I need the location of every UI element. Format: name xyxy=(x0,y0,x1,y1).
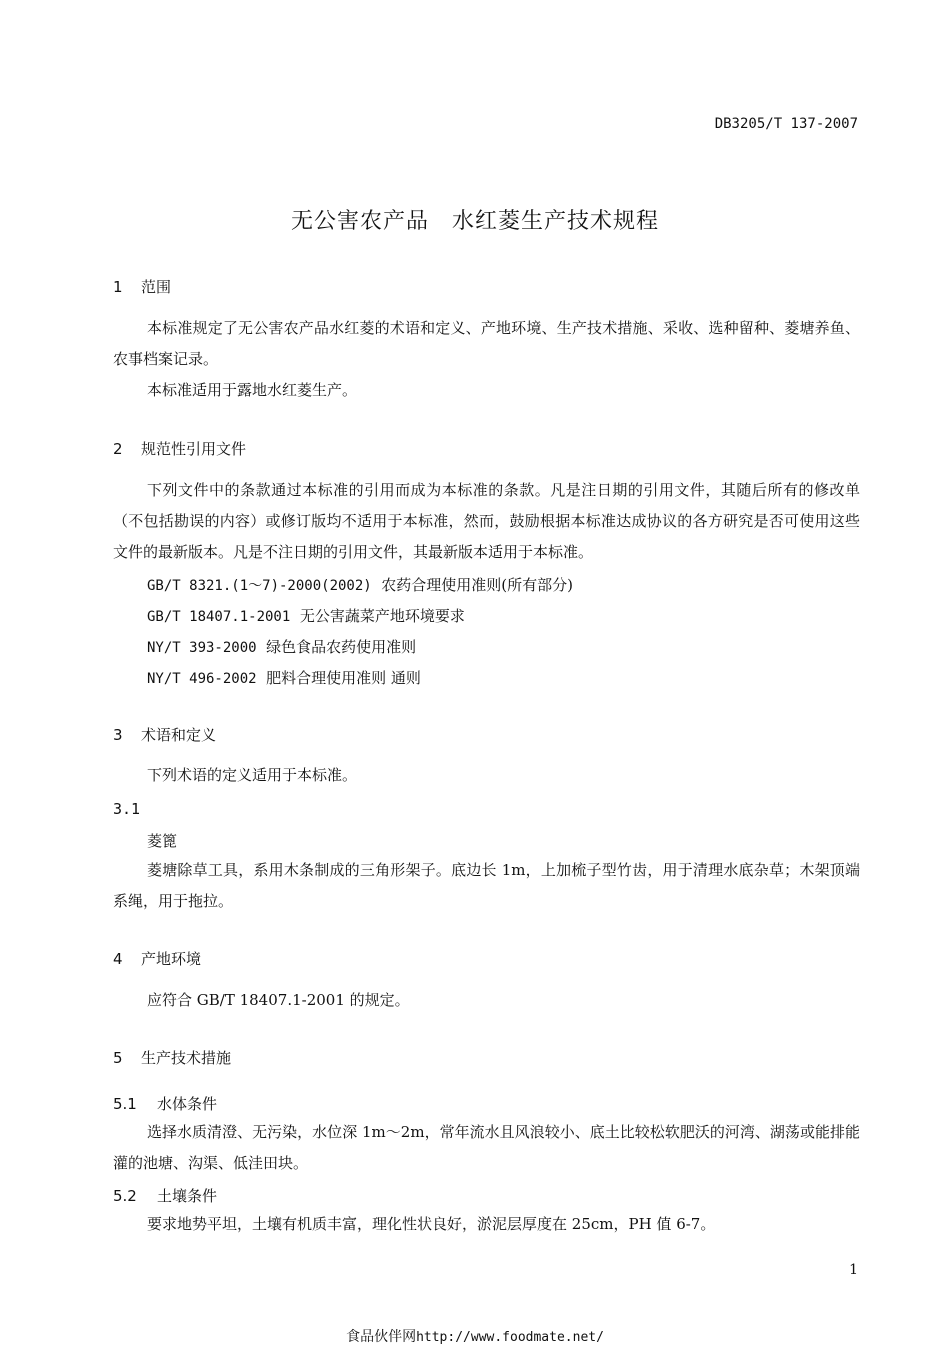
section-1-paragraph-1: 本标准规定了无公害农产品水红菱的术语和定义、产地环境、生产技术措施、采收、选种留种、菱塘养鱼、农事档案记录。 xyxy=(113,319,860,368)
reference-title: 无公害蔬菜产地环境要求 xyxy=(299,607,465,625)
section-number: 1 xyxy=(113,278,123,296)
section-4-heading xyxy=(113,948,201,969)
subsection-5-2-paragraph: 要求地势平坦，土壤有机质丰富，理化性状良好，淤泥层厚度在 25cm，PH 值 6-7。 xyxy=(147,1215,716,1233)
section-3-paragraph-1: 下列术语的定义适用于本标准。 xyxy=(147,766,358,784)
section-title: 产地环境 xyxy=(141,950,202,968)
subsection-title: 土壤条件 xyxy=(157,1187,218,1205)
section-number: 3 xyxy=(113,726,123,744)
section-5-heading xyxy=(113,1047,231,1068)
section-4-paragraph-1: 应符合 GB/T 18407.1-2001 的规定。 xyxy=(147,991,410,1009)
section-title: 范围 xyxy=(141,278,172,296)
section-2-paragraph-1: 下列文件中的条款通过本标准的引用而成为本标准的条款。凡是注日期的引用文件，其随后所有的修改单（不包括勘误的内容）或修订版均不适用于本标准，然而，鼓励根据本标准达成协议的各方研究是否可使用这些文件的最新版本。凡是不注日期的引用文件，其最新版本适用于本标准。 xyxy=(113,481,860,561)
subsection-number: 5.2 xyxy=(113,1187,137,1205)
subsection-5-1-paragraph: 选择水质清澄、无污染，水位深 1m～2m，常年流水且风浪较小、底土比较松软肥沃的河湾、湖荡或能排能灌的池塘、沟渠、低洼田块。 xyxy=(113,1123,860,1172)
footer-watermark xyxy=(0,1326,950,1346)
reference-title: 农药合理使用准则(所有部分) xyxy=(381,576,573,594)
term-name: 菱篦 xyxy=(147,832,178,850)
reference-item xyxy=(147,667,421,688)
subsection-title: 水体条件 xyxy=(157,1095,218,1113)
reference-code: GB/T 18407.1-2001 xyxy=(147,609,291,625)
page-number: 1 xyxy=(849,1262,858,1278)
subsection-5-2-heading xyxy=(113,1185,217,1206)
reference-code: NY/T 496-2002 xyxy=(147,671,257,687)
reference-item xyxy=(147,605,465,626)
reference-item xyxy=(147,636,416,657)
section-number: 5 xyxy=(113,1049,123,1067)
section-number: 2 xyxy=(113,440,123,458)
subsection-number: 5.1 xyxy=(113,1095,137,1113)
term-definition: 菱塘除草工具，系用木条制成的三角形架子。底边长 1m，上加梳子型竹齿，用于清理水底杂草；木架顶端系绳，用于拖拉。 xyxy=(113,861,860,910)
section-2-heading xyxy=(113,438,246,459)
reference-title: 肥料合理使用准则 通则 xyxy=(266,669,421,687)
reference-code: GB/T 8321.(1～7)-2000(2002) xyxy=(147,578,372,594)
section-title: 术语和定义 xyxy=(141,726,217,744)
section-1-heading xyxy=(113,276,171,297)
page-title: 无公害农产品 水红菱生产技术规程 xyxy=(290,209,659,234)
section-number: 4 xyxy=(113,950,123,968)
reference-code: NY/T 393-2000 xyxy=(147,640,257,656)
subsection-5-1-heading xyxy=(113,1093,217,1114)
section-1-paragraph-2: 本标准适用于露地水红菱生产。 xyxy=(147,381,358,399)
reference-item xyxy=(147,574,573,595)
section-3-heading xyxy=(113,724,216,745)
section-title: 规范性引用文件 xyxy=(141,440,247,458)
footer-site-name: 食品伙伴网 xyxy=(346,1329,417,1345)
section-title: 生产技术措施 xyxy=(141,1049,232,1067)
subsection-3-1-number: 3.1 xyxy=(113,800,141,818)
footer-url[interactable]: http://www.foodmate.net/ xyxy=(416,1330,604,1345)
document-number: DB3205/T 137-2007 xyxy=(714,116,858,132)
reference-title: 绿色食品农药使用准则 xyxy=(266,638,417,656)
